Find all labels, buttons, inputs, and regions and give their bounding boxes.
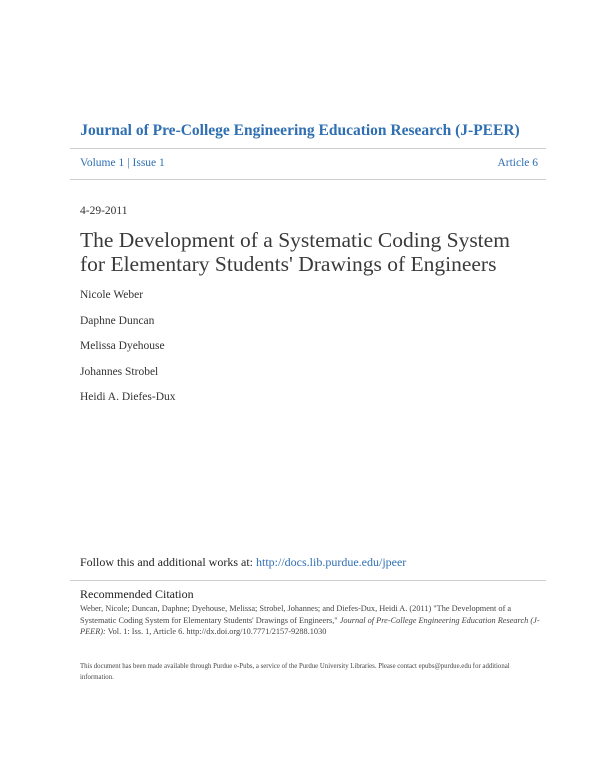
header-bottom-rule [70, 179, 546, 180]
article-link[interactable]: Article 6 [497, 157, 538, 169]
citation-text [80, 603, 540, 638]
follow-text: Follow this and additional works at: [80, 555, 256, 569]
publication-date: 4-29-2011 [80, 205, 128, 217]
issue-link[interactable]: Issue 1 [132, 157, 165, 169]
citation-journal: Journal of Pre-College Engineering Education Research (J-PEER): [80, 615, 540, 636]
author-name[interactable]: Daphne Duncan [80, 314, 155, 327]
author-name[interactable]: Melissa Dyehouse [80, 340, 165, 352]
footer-note: This document has been made available through Purdue e-Pubs, a service of the Purdue University Libraries. Please contact epubs@purdue.edu for additional information. [80, 663, 510, 681]
header-top-rule [70, 148, 546, 149]
author-list [80, 289, 176, 417]
paper-title: The Development of a Systematic Coding System for Elementary Students' Drawings of Engineers [80, 228, 510, 276]
citation-rule [70, 580, 546, 581]
journal-title[interactable]: Journal of Pre-College Engineering Education Research (J-PEER) [80, 122, 520, 139]
volume-issue: Volume 1 | Issue 1 [80, 157, 165, 169]
recommended-citation-heading: Recommended Citation [80, 587, 194, 601]
repository-link[interactable]: http://docs.lib.purdue.edu/jpeer [256, 555, 407, 569]
author-name[interactable]: Nicole Weber [80, 289, 144, 301]
volume-issue-line [80, 157, 538, 169]
volume-link[interactable]: Volume 1 [80, 157, 125, 169]
citation-part2: Vol. 1: Iss. 1, Article 6. http://dx.doi.org/10.7771/2157-9288.1030 [105, 627, 327, 636]
author-name[interactable]: Johannes Strobel [80, 365, 159, 378]
citation-part1: Weber, Nicole; Duncan, Daphne; Dyehouse, Melissa; Strobel, Johannes; and Diefes-Dux, Heidi A. (2011) "The Development of a Systematic Coding System for Elementary Students' Drawings of Engineers," [80, 604, 512, 625]
follow-line [80, 555, 406, 570]
author-name[interactable]: Heidi A. Diefes-Dux [80, 391, 176, 403]
